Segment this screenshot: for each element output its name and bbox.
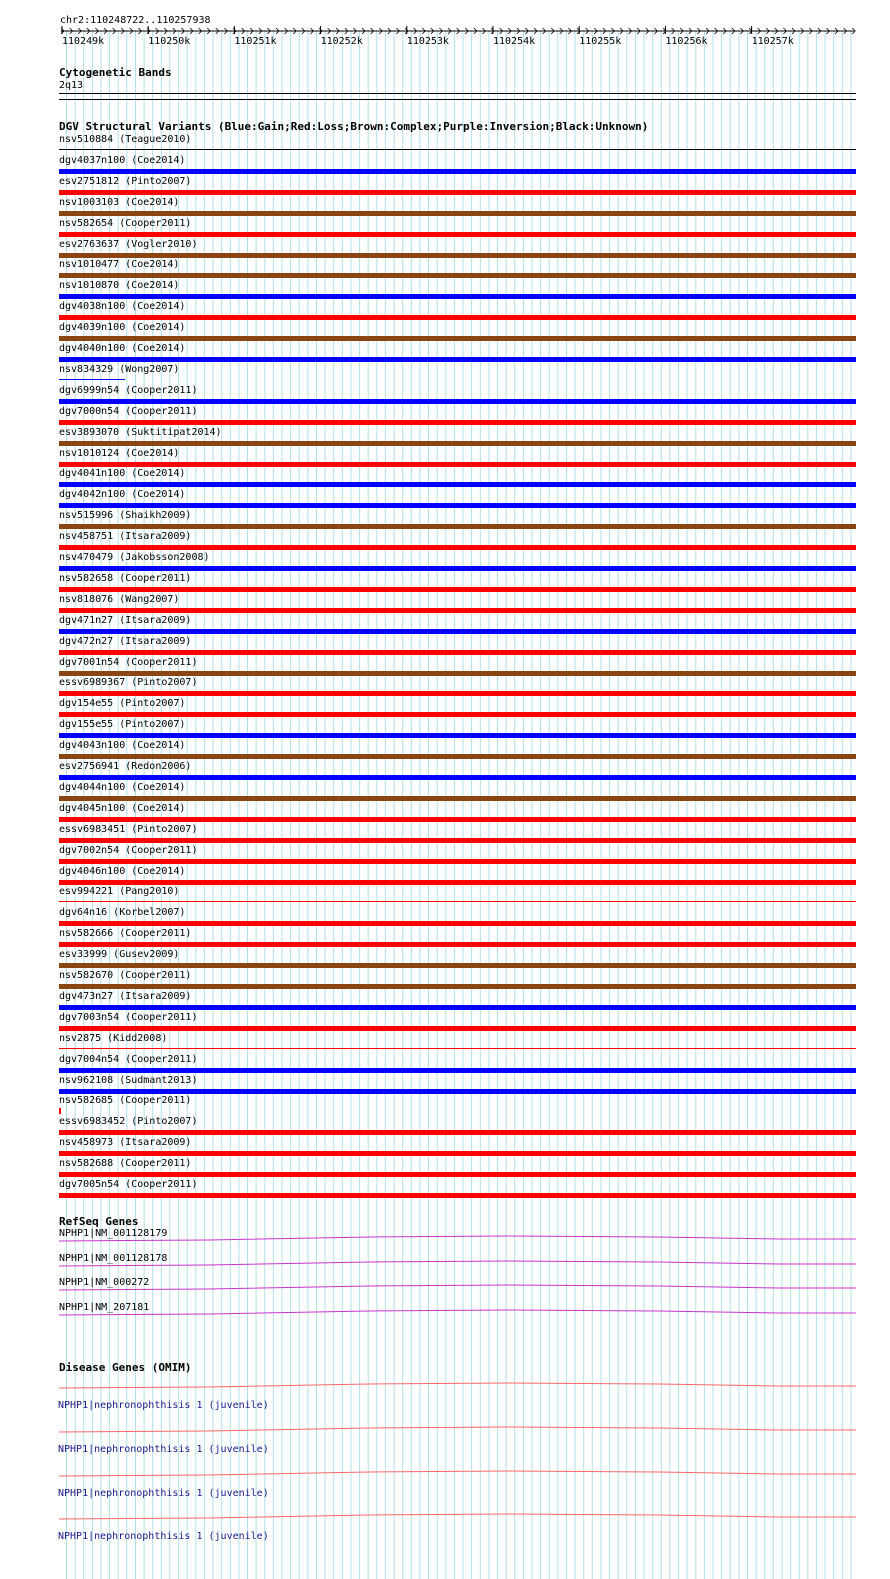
dgv-variant-label[interactable]: dgv7004n54 (Cooper2011) [59, 1053, 198, 1065]
refseq-gene-label[interactable]: NPHP1|NM_207181 [59, 1302, 150, 1314]
ruler-tick-label: 110250k [148, 36, 191, 47]
dgv-variant-bar[interactable] [59, 1089, 856, 1094]
dgv-variant-label[interactable]: nsv1010124 (Coe2014) [59, 447, 180, 459]
dgv-variant-bar[interactable] [59, 379, 125, 380]
dgv-variant-bar[interactable] [59, 1026, 856, 1031]
dgv-variant-label[interactable]: dgv6999n54 (Cooper2011) [59, 384, 198, 396]
dgv-variant-label[interactable]: esv2756941 (Redon2006) [59, 761, 192, 772]
dgv-variant-label[interactable]: nsv582688 (Cooper2011) [59, 1158, 192, 1170]
dgv-variant-label[interactable]: dgv7000n54 (Cooper2011) [59, 405, 198, 417]
dgv-variant-label[interactable]: dgv4040n100 (Coe2014) [59, 343, 186, 354]
dgv-variant-bar[interactable] [59, 1108, 61, 1114]
ruler-tick-label: 110249k [62, 36, 105, 47]
cytoband-label[interactable]: 2q13 [59, 80, 84, 91]
ruler-tick-label: 110253k [406, 36, 449, 47]
dgv-variant-bar[interactable] [59, 253, 856, 258]
dgv-variant-bar[interactable] [59, 294, 856, 299]
dgv-variant-label[interactable]: essv6983452 (Pinto2007) [59, 1116, 198, 1128]
dgv-variant-bar[interactable] [59, 1172, 856, 1177]
dgv-variant-bar[interactable] [59, 963, 856, 968]
omim-gene-link[interactable]: NPHP1|nephronophthisis 1 (juvenile) [58, 1487, 269, 1499]
dgv-variant-label[interactable]: dgv7003n54 (Cooper2011) [59, 1011, 198, 1023]
refseq-gene-label[interactable]: NPHP1|NM_000272 [59, 1277, 150, 1289]
dgv-variant-bar[interactable] [59, 608, 856, 613]
dgv-variant-bar[interactable] [59, 629, 856, 634]
dgv-variant-bar[interactable] [59, 211, 856, 216]
refseq-gene-label[interactable]: NPHP1|NM_001128179 [59, 1228, 168, 1239]
dgv-variant-bar[interactable] [59, 315, 856, 320]
omim-gene-link[interactable]: NPHP1|nephronophthisis 1 (juvenile) [58, 1400, 269, 1411]
dgv-variant-bar[interactable] [59, 880, 856, 885]
dgv-variant-bar[interactable] [59, 733, 856, 738]
dgv-variant-label[interactable]: dgv4041n100 (Coe2014) [59, 468, 186, 480]
dgv-variant-label[interactable]: dgv4043n100 (Coe2014) [59, 740, 186, 752]
refseq-gene-label[interactable]: NPHP1|NM_001128178 [59, 1252, 168, 1264]
dgv-variant-label[interactable]: nsv458973 (Itsara2009) [59, 1137, 192, 1149]
dgv-variant-bar[interactable] [59, 462, 856, 467]
ruler-tick-label: 110251k [234, 36, 277, 47]
cytoband-line-bottom [59, 99, 856, 100]
refseq-gene-model[interactable] [59, 1283, 858, 1293]
omim-track-title: Disease Genes (OMIM) [59, 1361, 192, 1374]
dgv-variant-label[interactable]: nsv582654 (Cooper2011) [59, 217, 192, 229]
dgv-variant-bar[interactable] [59, 1068, 856, 1073]
dgv-variant-label[interactable]: dgv473n27 (Itsara2009) [59, 990, 192, 1002]
dgv-variant-label[interactable]: dgv4045n100 (Coe2014) [59, 802, 186, 814]
dgv-variant-bar[interactable] [59, 1193, 856, 1198]
omim-gene-model[interactable] [59, 1381, 858, 1391]
omim-gene-model[interactable] [59, 1512, 858, 1522]
dgv-variant-bar[interactable] [59, 169, 856, 174]
ruler-tick-label: 110256k [665, 36, 708, 47]
dgv-variant-bar[interactable] [59, 712, 856, 717]
dgv-variant-bar[interactable] [59, 796, 856, 801]
dgv-variant-label[interactable]: esv2763637 (Vogler2010) [59, 238, 198, 250]
dgv-variant-bar[interactable] [59, 482, 856, 487]
dgv-variant-label[interactable]: nsv1010477 (Coe2014) [59, 259, 180, 271]
omim-gene-link[interactable]: NPHP1|nephronophthisis 1 (juvenile) [58, 1443, 269, 1455]
dgv-variant-label[interactable]: essv6983451 (Pinto2007) [59, 823, 198, 835]
dgv-variant-label[interactable]: dgv4044n100 (Coe2014) [59, 781, 186, 793]
dgv-variant-label[interactable]: nsv582666 (Cooper2011) [59, 928, 192, 940]
dgv-variant-label[interactable]: esv33999 (Gusev2009) [59, 949, 180, 961]
dgv-variant-label[interactable]: nsv2875 (Kidd2008) [59, 1032, 168, 1044]
dgv-variant-bar[interactable] [59, 984, 856, 989]
dgv-variant-bar[interactable] [59, 942, 856, 947]
ruler-tick-label: 110252k [320, 36, 363, 47]
dgv-variant-label[interactable]: esv994221 (Pang2010) [59, 886, 180, 898]
dgv-track-title: DGV Structural Variants (Blue:Gain;Red:Loss;Brown:Complex;Purple:Inversion;Black:Unknown) [59, 120, 649, 133]
dgv-variant-label[interactable]: nsv818076 (Wang2007) [59, 593, 180, 605]
dgv-variant-label[interactable]: dgv472n27 (Itsara2009) [59, 635, 192, 647]
dgv-variant-bar[interactable] [59, 336, 856, 341]
dgv-variant-label[interactable]: dgv4038n100 (Coe2014) [59, 301, 186, 313]
dgv-variant-label[interactable]: nsv1003103 (Coe2014) [59, 196, 180, 208]
dgv-variant-bar[interactable] [59, 524, 856, 529]
refseq-gene-model[interactable] [59, 1308, 858, 1318]
dgv-variant-bar[interactable] [59, 671, 856, 676]
dgv-variant-bar[interactable] [59, 587, 856, 592]
dgv-variant-label[interactable]: nsv1010870 (Coe2014) [59, 280, 180, 292]
refseq-gene-model[interactable] [59, 1234, 858, 1244]
dgv-variant-label[interactable]: nsv515996 (Shaikh2009) [59, 510, 192, 522]
dgv-variant-bar[interactable] [59, 775, 856, 780]
dgv-variant-label[interactable]: dgv4037n100 (Coe2014) [59, 154, 186, 166]
dgv-variant-label[interactable]: essv6989367 (Pinto2007) [59, 677, 198, 689]
dgv-variant-label[interactable]: nsv510884 (Teague2010) [59, 134, 192, 145]
dgv-variant-bar[interactable] [59, 441, 856, 446]
dgv-variant-label[interactable]: nsv458751 (Itsara2009) [59, 531, 192, 543]
dgv-variant-bar[interactable] [59, 357, 856, 362]
cytoband-title: Cytogenetic Bands [59, 66, 172, 79]
dgv-variant-bar[interactable] [59, 1048, 856, 1049]
omim-gene-link[interactable]: NPHP1|nephronophthisis 1 (juvenile) [58, 1531, 269, 1543]
dgv-variant-bar[interactable] [59, 399, 856, 404]
omim-gene-model[interactable] [59, 1469, 858, 1479]
ruler-tick-label: 110254k [493, 36, 536, 47]
ruler[interactable] [0, 24, 890, 48]
dgv-variant-bar[interactable] [59, 1151, 856, 1156]
dgv-variant-bar[interactable] [59, 650, 856, 655]
region-label: chr2:110248722..110257938 [60, 15, 211, 26]
dgv-variant-label[interactable]: dgv7002n54 (Cooper2011) [59, 844, 198, 856]
dgv-variant-bar[interactable] [59, 754, 856, 759]
ruler-tick-label: 110255k [579, 36, 622, 47]
refseq-gene-model[interactable] [59, 1259, 858, 1269]
dgv-variant-label[interactable]: dgv155e55 (Pinto2007) [59, 719, 186, 731]
refseq-track-title: RefSeq Genes [59, 1215, 139, 1228]
dgv-variant-bar[interactable] [59, 1005, 856, 1010]
dgv-variant-bar[interactable] [59, 901, 856, 902]
dgv-variant-bar[interactable] [59, 149, 856, 150]
dgv-variant-label[interactable]: esv2751812 (Pinto2007) [59, 175, 192, 187]
dgv-variant-label[interactable]: dgv4042n100 (Coe2014) [59, 489, 186, 501]
dgv-variant-bar[interactable] [59, 566, 856, 571]
ruler-tick-label: 110257k [751, 36, 794, 47]
dgv-variant-bar[interactable] [59, 859, 856, 864]
dgv-variant-bar[interactable] [59, 691, 856, 696]
dgv-variant-label[interactable]: dgv7001n54 (Cooper2011) [59, 656, 198, 668]
dgv-variant-label[interactable]: nsv834329 (Wong2007) [59, 363, 180, 375]
dgv-variant-label[interactable]: nsv582658 (Cooper2011) [59, 572, 192, 584]
dgv-variant-bar[interactable] [59, 817, 856, 822]
dgv-variant-label[interactable]: dgv154e55 (Pinto2007) [59, 698, 186, 710]
dgv-variant-label[interactable]: dgv471n27 (Itsara2009) [59, 614, 192, 626]
dgv-variant-label[interactable]: nsv470479 (Jakobsson2008) [59, 552, 210, 563]
dgv-variant-label[interactable]: nsv962108 (Sudmant2013) [59, 1074, 198, 1086]
dgv-variant-bar[interactable] [59, 838, 856, 843]
cytoband-line-top [59, 93, 856, 94]
dgv-variant-label[interactable]: esv3893070 (Suktitipat2014) [59, 426, 222, 438]
dgv-variant-label[interactable]: dgv4039n100 (Coe2014) [59, 322, 186, 334]
dgv-variant-bar[interactable] [59, 1130, 856, 1135]
dgv-variant-bar[interactable] [59, 545, 856, 550]
dgv-variant-bar[interactable] [59, 921, 856, 926]
dgv-variant-bar[interactable] [59, 273, 856, 278]
dgv-variant-bar[interactable] [59, 232, 856, 237]
dgv-variant-label[interactable]: nsv582685 (Cooper2011) [59, 1095, 192, 1107]
dgv-variant-bar[interactable] [59, 420, 856, 425]
dgv-variant-label[interactable]: dgv64n16 (Korbel2007) [59, 907, 186, 919]
omim-gene-model[interactable] [59, 1425, 858, 1435]
dgv-variant-bar[interactable] [59, 190, 856, 195]
dgv-variant-label[interactable]: dgv7005n54 (Cooper2011) [59, 1179, 198, 1190]
dgv-variant-label[interactable]: dgv4046n100 (Coe2014) [59, 865, 186, 877]
dgv-variant-label[interactable]: nsv582670 (Cooper2011) [59, 970, 192, 981]
dgv-variant-bar[interactable] [59, 503, 856, 508]
